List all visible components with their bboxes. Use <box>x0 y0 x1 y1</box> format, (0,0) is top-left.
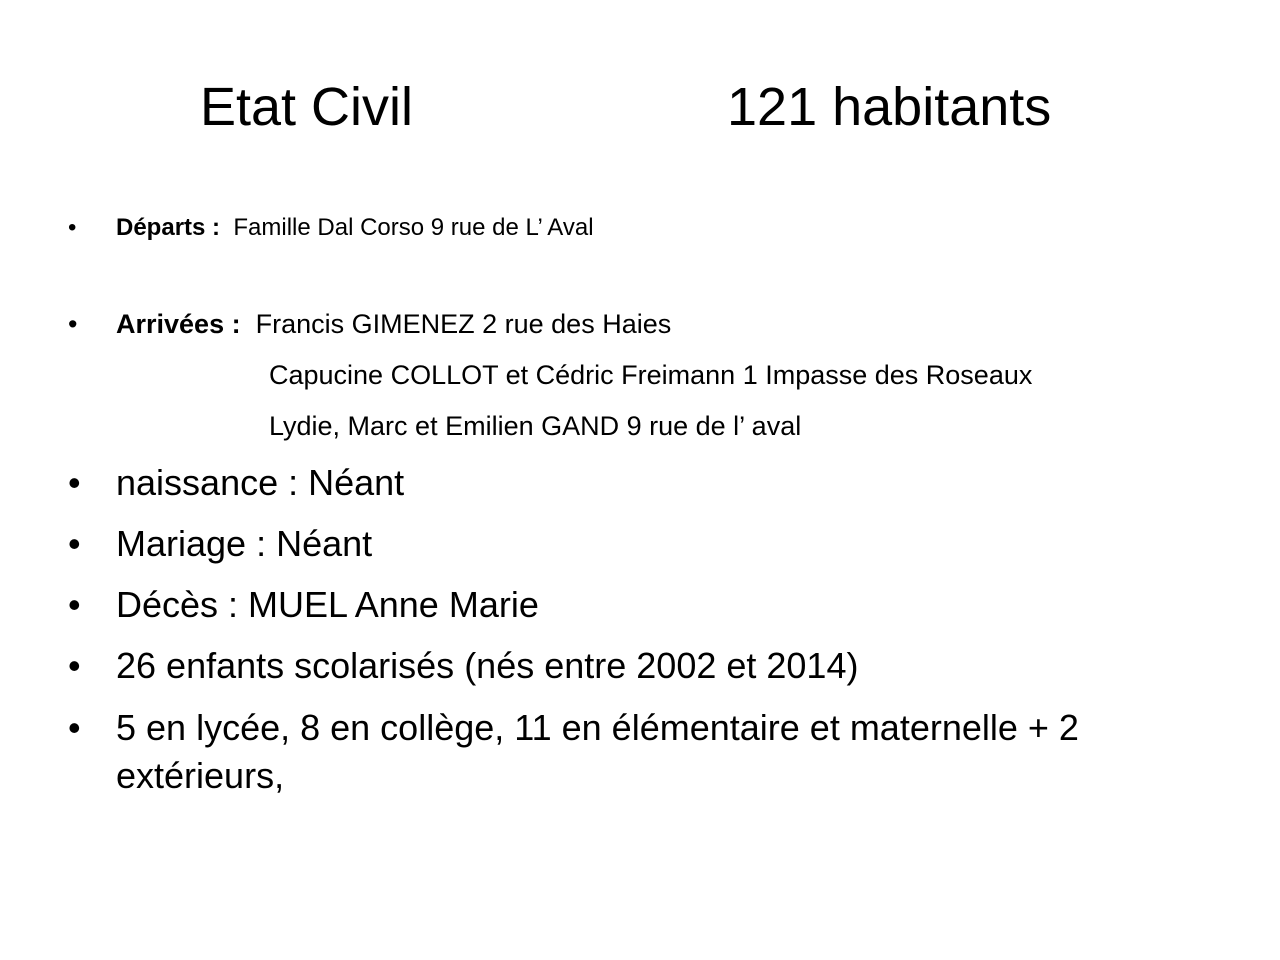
title-habitants: 121 habitants <box>727 77 1052 137</box>
naissance-text: naissance : Néant <box>116 462 405 503</box>
arrivees-content <box>116 306 671 342</box>
bullet-dot: • <box>68 462 81 503</box>
scolarite-text: 5 en lycée, 8 en collège, 11 en élémentaire et maternelle + 2 extérieurs, <box>116 707 1079 796</box>
title-etat-civil: Etat Civil <box>200 77 414 137</box>
departs-content <box>116 212 594 244</box>
mariage-text: Mariage : Néant <box>116 523 373 564</box>
slide-title <box>0 72 1280 142</box>
bullet-dot: • <box>68 645 81 686</box>
arrivees-line-3: Lydie, Marc et Emilien GAND 9 rue de l’ aval <box>269 411 802 441</box>
arrivees-line-1: Francis GIMENEZ 2 rue des Haies <box>255 309 672 339</box>
bullet-dot: • <box>68 214 77 241</box>
bullet-dot: • <box>68 584 81 625</box>
deces-text: Décès : MUEL Anne Marie <box>116 584 539 625</box>
bullet-dot: • <box>68 523 81 564</box>
departs-text: Famille Dal Corso 9 rue de L’ Aval <box>233 214 594 241</box>
arrivees-label: Arrivées : <box>116 309 241 339</box>
bullet-dot: • <box>68 309 78 339</box>
bullet-dot: • <box>68 707 81 748</box>
departs-label: Départs : <box>116 214 221 241</box>
enfants-text: 26 enfants scolarisés (nés entre 2002 et 2014) <box>116 645 859 686</box>
arrivees-line-2: Capucine COLLOT et Cédric Freimann 1 Impasse des Roseaux <box>269 360 1033 390</box>
